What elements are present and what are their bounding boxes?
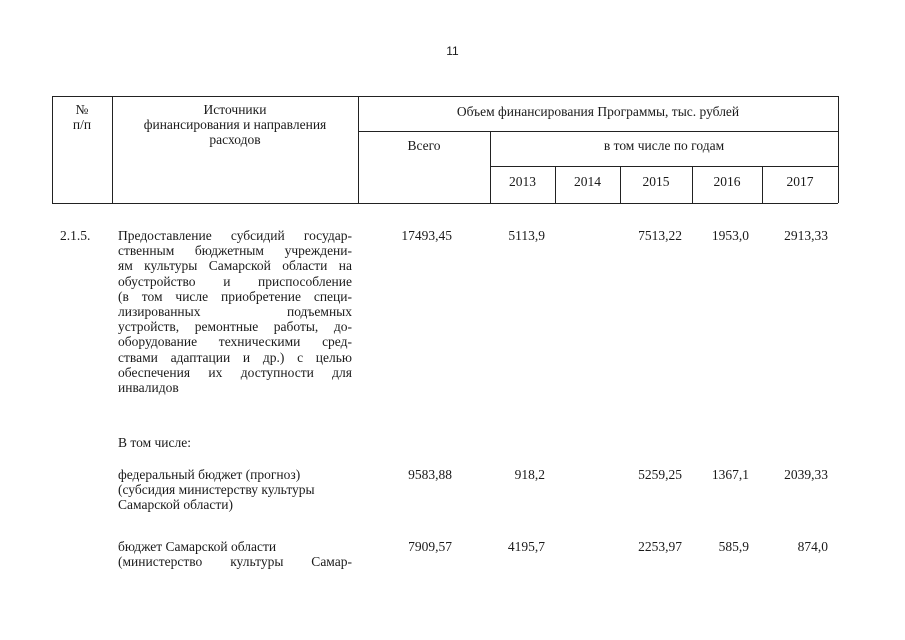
header-year-2013: 2013 (509, 174, 536, 189)
row-2013: 4195,7 (507, 539, 545, 554)
header-year-2016: 2016 (713, 174, 741, 189)
row-2017: 2039,33 (784, 467, 828, 482)
row-2016: 1367,1 (711, 467, 749, 482)
header-col-by-years: в том числе по годам (603, 138, 725, 153)
row-description: федеральный бюджет (прогноз) (субсидия министерству культуры Самарской области) (118, 467, 315, 513)
header-col-total: Всего (407, 138, 441, 153)
header-year-2015: 2015 (642, 174, 670, 189)
row-2017: 2913,33 (784, 228, 828, 243)
row-total: 7909,57 (408, 539, 452, 554)
row-2015: 2253,97 (638, 539, 682, 554)
row-description: бюджет Самарской области (министерство культуры Самар- (118, 539, 352, 570)
header-col-number: № п/п (72, 102, 92, 132)
row-description: В том числе: (118, 435, 191, 450)
row-2016: 1953,0 (711, 228, 749, 243)
header-col-source: Источники финансирования и направления расходов (143, 102, 327, 147)
header-year-2017: 2017 (786, 174, 814, 189)
row-2017: 874,0 (797, 539, 828, 554)
row-2013: 5113,9 (508, 228, 545, 243)
row-number: 2.1.5. (60, 228, 91, 243)
row-description: Предоставление субсидий государ- ственным бюджетным учреждени- ям культуры Самарской области на обустройство и приспособление (в том числе приобретение специ- лизированных подъемных устройств, ремонтные работы, до- оборудование техническими сред- ствами адаптации и др.) с целью обеспечения их доступности для инвалидов (118, 228, 352, 396)
page-number: 11 (446, 44, 459, 58)
row-total: 17493,45 (401, 228, 452, 243)
header-year-2014: 2014 (574, 174, 601, 189)
row-2015: 7513,22 (638, 228, 682, 243)
row-total: 9583,88 (408, 467, 452, 482)
row-2015: 5259,25 (638, 467, 682, 482)
row-2016: 585,9 (718, 539, 749, 554)
row-2013: 918,2 (514, 467, 545, 482)
header-col-volume: Объем финансирования Программы, тыс. рублей (456, 104, 740, 119)
